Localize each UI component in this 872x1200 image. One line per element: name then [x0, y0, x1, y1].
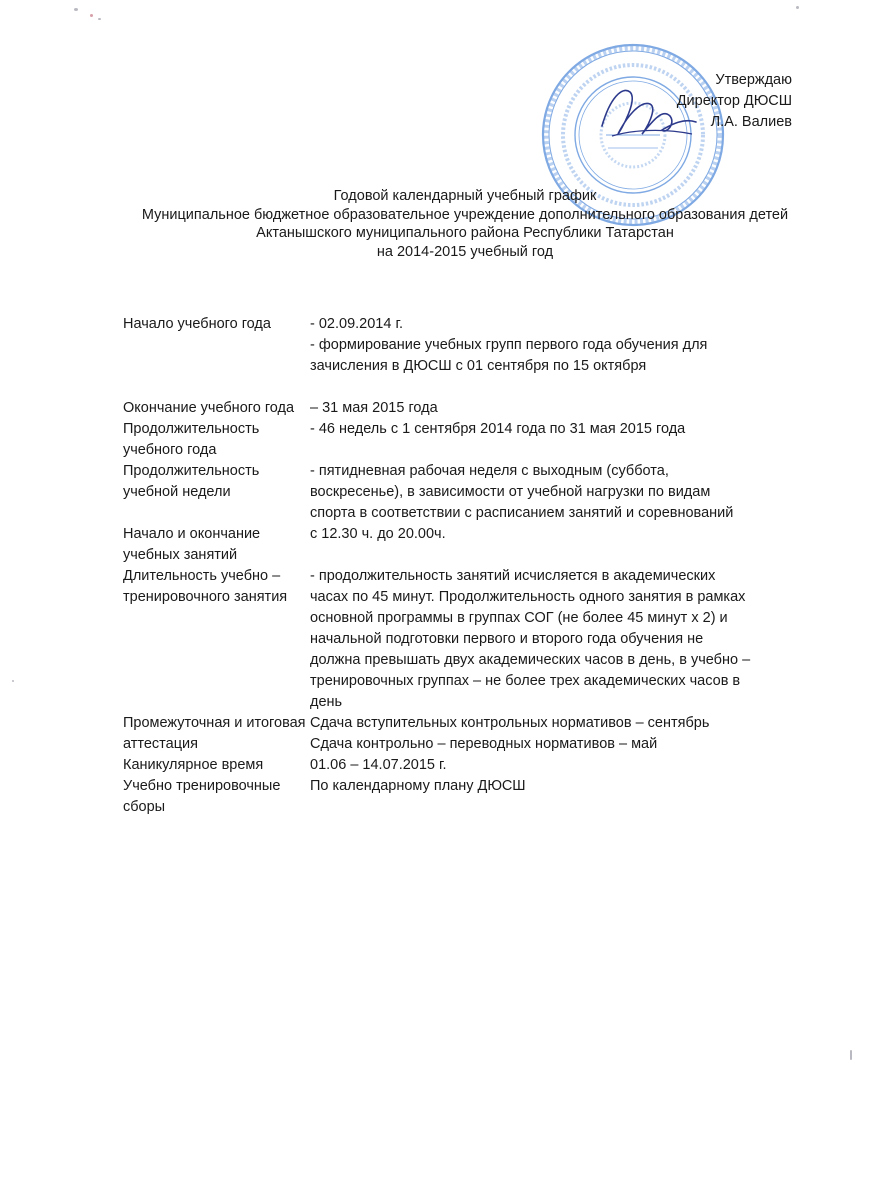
title-line: на 2014-2015 учебный год [376, 243, 554, 260]
row-value: - пятидневная рабочая неделя с выходным (суббота, воскресенье), в зависимости от учебной нагрузки по видам спорта в соответствии с расписанием занятий и соревнований [310, 463, 734, 521]
document-title [60, 187, 870, 261]
row-value: – 31 мая 2015 года [310, 400, 438, 416]
row-value: - 02.09.2014 г. - формирование учебных групп первого года обучения для зачисления в ДЮСШ с 01 сентября по 15 октября [310, 316, 708, 374]
row-label: Длительность учебно – тренировочного занятия [123, 568, 288, 605]
schedule-row [123, 461, 803, 524]
scan-speck [12, 680, 14, 682]
schedule-row [123, 755, 803, 776]
row-value: - продолжительность занятий исчисляется в академических часах по 45 минут. Продолжительность одного занятия в рамках основной программы в группах СОГ (не более 45 минут х 2) и начальной подготовки первого и второго года обучения не должна превышать двух академических часов в день, в учебно – тренировочных группах – не более трех академических часов в день [310, 568, 751, 710]
schedule-table [123, 314, 803, 818]
row-value: - 46 недель с 1 сентября 2014 года по 31 мая 2015 года [310, 421, 686, 437]
title-line: Муниципальное бюджетное образовательное учреждение дополнительного образования детей [141, 206, 789, 223]
scan-speck [74, 8, 78, 11]
title-line: Годовой календарный учебный график [333, 188, 597, 204]
row-label: Окончание учебного года [123, 400, 295, 416]
scan-speck [850, 1050, 852, 1060]
row-value: По календарному плану ДЮСШ [310, 778, 526, 794]
row-label: Начало и окончание учебных занятий [123, 526, 261, 563]
row-label: Начало учебного года [123, 316, 271, 332]
schedule-row [123, 566, 803, 713]
schedule-row [123, 419, 803, 461]
row-value: 01.06 – 14.07.2015 г. [310, 757, 447, 773]
schedule-row [123, 314, 803, 377]
row-label: Каникулярное время [123, 757, 264, 773]
scan-speck [98, 18, 101, 20]
row-label: Продолжительность учебного года [123, 421, 260, 458]
row-value: Сдача вступительных контрольных нормативов – сентябрь Сдача контрольно – переводных нормативов – май [310, 715, 710, 752]
approval-heading: Утверждаю [715, 72, 792, 88]
row-label: Продолжительность учебной недели [123, 463, 260, 500]
approval-block [552, 70, 792, 133]
schedule-row [123, 524, 803, 566]
schedule-row [123, 776, 803, 818]
row-label: Промежуточная и итоговая аттестация [123, 715, 306, 752]
row-label: Учебно тренировочные сборы [123, 778, 281, 815]
approval-position: Директор ДЮСШ [676, 93, 792, 109]
scan-speck [90, 14, 93, 17]
title-line: Актанышского муниципального района Республики Татарстан [256, 225, 674, 241]
scan-speck [796, 6, 799, 9]
approval-signatory: Л.А. Валиев [710, 114, 792, 130]
schedule-row [123, 713, 803, 755]
row-value: с 12.30 ч. до 20.00ч. [310, 526, 446, 542]
schedule-row [123, 398, 803, 419]
